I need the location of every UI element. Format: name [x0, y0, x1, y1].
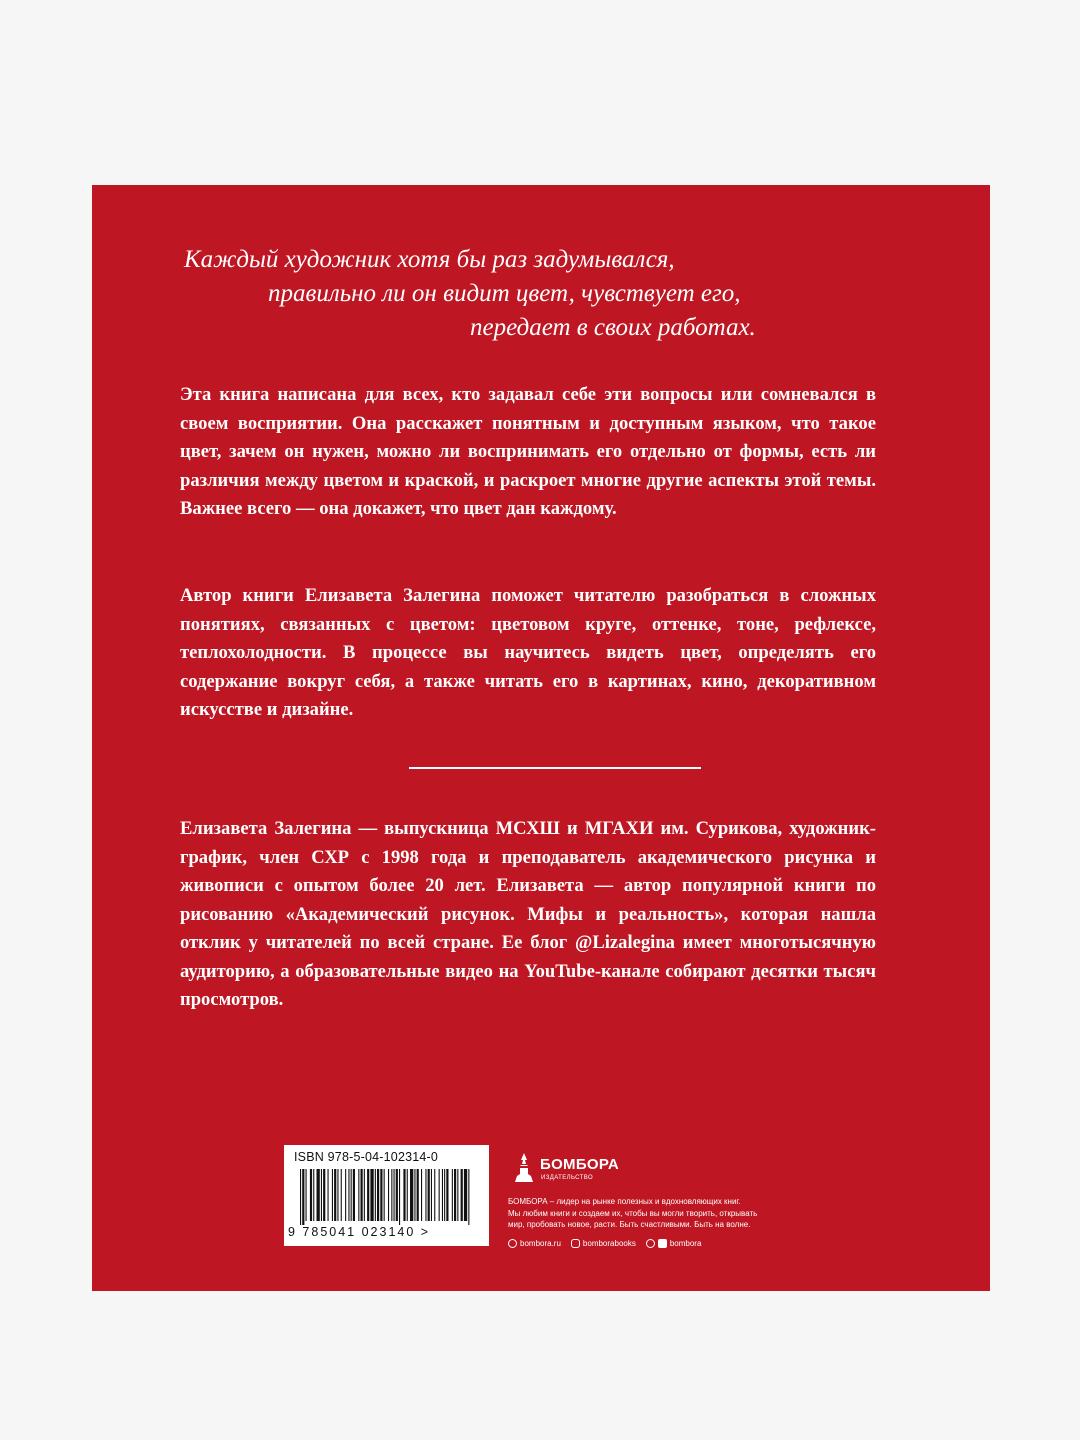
divider — [409, 767, 701, 769]
epigraph-quote — [184, 243, 884, 345]
quote-line: Каждый художник хотя бы раз задумывался, — [184, 246, 675, 273]
barcode-bar — [425, 1169, 426, 1221]
barcode-bar — [313, 1169, 314, 1221]
barcode-bar — [361, 1169, 363, 1221]
description-paragraph: Эта книга написана для всех, кто задавал себе эти вопросы или сомневался в своем восприятии. Она расскажет понятным и доступным языком, что такое цвет, зачем он нужен, можно ли воспринимать его отдельно от формы, есть ли различия между цветом и краской, и раскроет многие другие аспекты этой темы. Важнее всего — она докажет, что цвет дан каждому. — [180, 384, 876, 519]
book-back-cover — [92, 185, 990, 1291]
barcode-bar — [380, 1169, 382, 1221]
publisher-description — [508, 1196, 808, 1231]
social-label: bombora — [669, 1239, 702, 1248]
barcode-bar — [454, 1169, 456, 1221]
barcode-bar — [431, 1169, 432, 1221]
barcode-label — [284, 1145, 489, 1246]
bombora-logo-icon — [512, 1152, 536, 1184]
social-links — [508, 1239, 711, 1248]
barcode-bar — [302, 1169, 304, 1225]
quote-line: правильно ли он видит цвет, чувствует его, — [268, 280, 741, 307]
barcode-bar — [370, 1169, 373, 1221]
barcode-bar — [317, 1169, 320, 1221]
barcode-digits: 9 785041 023140 > — [288, 1225, 431, 1239]
publisher-name: БОМБОРА — [540, 1156, 620, 1173]
barcode-bar — [452, 1169, 453, 1221]
barcode-bar — [332, 1169, 333, 1221]
barcode-bar — [444, 1169, 445, 1221]
barcode-bar — [351, 1169, 352, 1221]
barcode-bar — [457, 1169, 458, 1221]
barcode-bar — [414, 1169, 415, 1221]
barcode-bar — [334, 1169, 336, 1221]
social-link-vk[interactable] — [571, 1239, 636, 1248]
barcode-bar — [358, 1169, 359, 1221]
barcode-bar — [407, 1169, 408, 1221]
barcode-bar — [421, 1169, 422, 1221]
vk-icon — [571, 1239, 580, 1248]
barcode-bar — [353, 1169, 355, 1221]
social-link-youtube[interactable] — [646, 1239, 702, 1248]
barcode-bar — [410, 1169, 413, 1221]
youtube-icon — [658, 1239, 667, 1248]
barcode-bar — [442, 1169, 443, 1221]
barcode-bar — [375, 1169, 376, 1221]
barcode-bar — [306, 1169, 307, 1221]
barcode-bar — [396, 1169, 398, 1221]
barcode-bar — [394, 1169, 395, 1221]
barcode-bar — [310, 1169, 312, 1221]
barcode-bar — [377, 1169, 379, 1221]
barcode-bar — [399, 1169, 400, 1225]
social-label: bombora.ru — [520, 1239, 561, 1248]
isbn-text: ISBN 978-5-04-102314-0 — [294, 1150, 439, 1164]
barcode-bar — [300, 1169, 301, 1225]
barcode-bar — [388, 1169, 389, 1221]
instagram-icon — [508, 1239, 517, 1248]
barcode-bar — [364, 1169, 365, 1221]
barcode-bar — [468, 1169, 469, 1225]
barcode-bar — [328, 1169, 329, 1221]
barcode-bar — [321, 1169, 322, 1221]
author-bio: Елизавета Залегина — выпускница МСХШ и МГАХИ им. Сурикова, художник-график, член СХР с 1998 года и преподаватель академического рисунка и живописи с опытом более 20 лет. Елизавета — автор популярной книги по рисованию «Академический рисунок. Мифы и реальность», которая нашла отклик у читателей по всей стране. Ее блог @Lizalegina имеет многотысячную аудиторию, а образовательные видео на YouTube-канале собирают десятки тысяч просмотров. — [180, 818, 876, 1010]
social-label: bomborabooks — [582, 1239, 636, 1248]
barcode-bar — [461, 1169, 463, 1221]
quote-line: передает в своих работах. — [470, 314, 756, 341]
barcode-bar — [348, 1169, 349, 1221]
description-paragraph: Автор книги Елизавета Залегина поможет читателю разобраться в сложных понятиях, связанных с цветом: цветовом круге, оттенке, тоне, рефлексе, теплохолодности. В процессе вы научитесь видеть цвет, определять его содержание вокруг себя, а также читать его в картинах, кино, декоративном искусстве и дизайне. — [180, 585, 876, 720]
publisher-description-line: Мы любим книги и создаем их, чтобы вы могли творить, открывать — [508, 1208, 758, 1218]
publisher-description-line: мир, пробовать новое, расти. Быть счастливыми. Быть на волне. — [508, 1220, 751, 1229]
barcode-bar — [337, 1169, 338, 1221]
barcode-bar — [439, 1169, 440, 1221]
telegram-icon — [646, 1239, 655, 1248]
barcode-bar — [323, 1169, 325, 1221]
barcode-bar — [428, 1169, 430, 1221]
barcode-bar — [345, 1169, 346, 1221]
barcode-icon — [300, 1169, 472, 1225]
publisher-subtitle: ИЗДАТЕЛЬСТВО — [541, 1175, 594, 1181]
publisher-description-line: БОМБОРА – лидер на рынке полезных и вдохновляющих книг. — [508, 1197, 741, 1206]
barcode-bar — [391, 1169, 392, 1221]
social-link-site[interactable] — [508, 1239, 561, 1248]
barcode-bar — [367, 1169, 369, 1221]
barcode-bar — [403, 1169, 405, 1221]
barcode-bar — [341, 1169, 342, 1221]
barcode-bar — [464, 1169, 467, 1221]
barcode-bar — [384, 1169, 385, 1221]
barcode-bar — [417, 1169, 419, 1221]
barcode-bar — [434, 1169, 435, 1221]
barcode-bar — [446, 1169, 448, 1221]
